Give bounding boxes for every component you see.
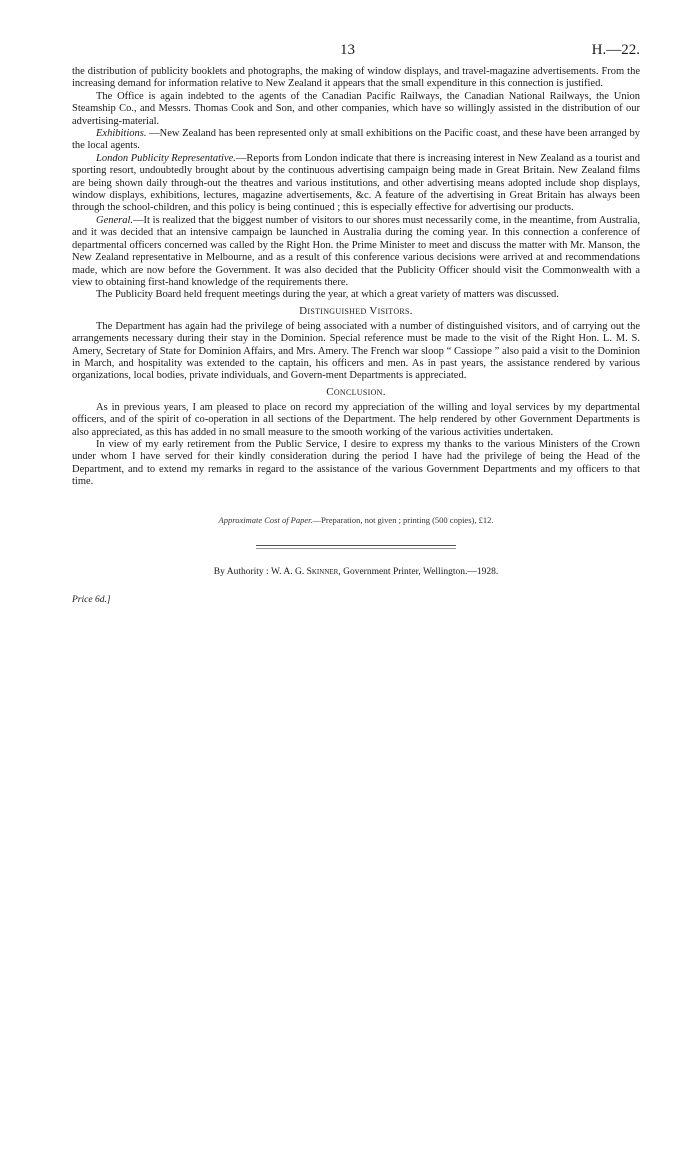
document-body [72, 66, 640, 489]
paragraph-conclusion-1: As in previous years, I am pleased to place on record my appreciation of the willing and loyal services by my departmental officers, and of the spirit of co-operation in all sections of the Department. The help rendered by other Government Departments is also appreciated, as this has added in no small measure to the smooth working of the various activities undertaken. [72, 401, 640, 438]
paragraph-continued: the distribution of publicity booklets and photographs, the making of window displays, and travel-magazine advertisements. From the increasing demand for information relative to New Zealand it appears that the small expenditure in this connection is justified. [72, 66, 640, 90]
paragraph-london [72, 153, 640, 215]
general-text: —It is realized that the biggest number of visitors to our shores must necessarily come, in the meantime, from Australia, and it was decided that an intensive campaign be launched in Australia during the coming year. In this connection a conference of departmental officers concerned was called by the Right Hon. the Prime Minister to meet and discuss the matter with Mr. Manson, the New Zealand representative in Melbourne, and as a result of this conference various decisions were arrived at and recommendations made, which are now before the Government. It was also decided that the Publicity Officer should visit the Commonwealth with a view to obtaining first-hand knowledge of the requirements there. [72, 214, 640, 288]
section-heading-distinguished-visitors: Distinguished Visitors. [299, 304, 413, 317]
paragraph-agents: The Office is again indebted to the agents of the Canadian Pacific Railways, the Canadian National Railways, the Union Steamship Co., and Messrs. Thomas Cook and Son, and other companies, which have so willingly assisted in the distribution of our advertising-material. [72, 90, 640, 127]
london-lead: London Publicity Representative. [96, 152, 236, 164]
exhibitions-text: —New Zealand has been represented only at small exhibitions on the Pacific coast, and these have been arranged by the local agents. [72, 128, 640, 152]
paragraph-publicity-board: The Publicity Board held frequent meetings during the year, at which a great variety of matters was discussed. [96, 289, 559, 301]
divider-rule-secondary [256, 548, 456, 549]
document-reference: H.—22. [591, 42, 640, 58]
printer-imprint [72, 567, 640, 577]
london-text: —Reports from London indicate that there is increasing interest in New Zealand as a tourist and sporting resort, undoubtedly brought about by the continuous advertising campaign being made in Great Britain. New Zealand films are being shown daily through-out the theatres and various institutions, and other advertising means adopted include shop displays, window displays, exhibitions, lectures, magazine advertisements, &c. A feature of the advertising in Great Britain has always been through the school-children, and this policy is being continued ; this is especially effective for advertising our products. [72, 152, 640, 214]
document-page [72, 42, 640, 605]
authority-prefix: By Authority : [213, 566, 272, 577]
price-note: Price 6d.] [72, 594, 111, 605]
cost-text: —Preparation, not given ; printing (500 copies), £12. [312, 514, 494, 525]
authority-suffix: , Government Printer, Wellington.—1928. [338, 566, 499, 577]
paragraph-conclusion-2: In view of my early retirement from the Public Service, I desire to express my thanks to the various Ministers of the Crown under whom I have served for their kindly consideration during the period I have had the privilege of being the Head of the Department, and to extend my remarks in regard to the assistance of the various Government Departments and my officers to that time. [72, 438, 640, 488]
general-lead: General. [96, 214, 134, 226]
paragraph-exhibitions [72, 128, 640, 153]
paragraph-general [72, 215, 640, 289]
page-number: 13 [340, 42, 355, 58]
printer-name: W. A. G. Skinner [271, 566, 339, 577]
page-header [72, 42, 640, 64]
cost-of-paper-note [72, 515, 640, 525]
exhibitions-lead: Exhibitions. [96, 128, 147, 140]
divider-rule [256, 545, 456, 546]
paragraph-distinguished-visitors: The Department has again had the privilege of being associated with a number of distinguished visitors, and of carrying out the arrangements necessary during their stay in the Dominion. Special reference must be made to the visit of the Right Hon. L. M. S. Amery, Secretary of State for Dominion Affairs, and Mrs. Amery. The French war sloop “ Cassiope ” also paid a visit to the Dominion in March, and hospitality was extended to the captain, his officers and men. As in past years, the assistance rendered by various organizations, local bodies, private individuals, and Govern-ment Departments is appreciated. [72, 320, 640, 382]
cost-label: Approximate Cost of Paper. [218, 514, 313, 525]
section-heading-conclusion: Conclusion. [326, 385, 386, 398]
